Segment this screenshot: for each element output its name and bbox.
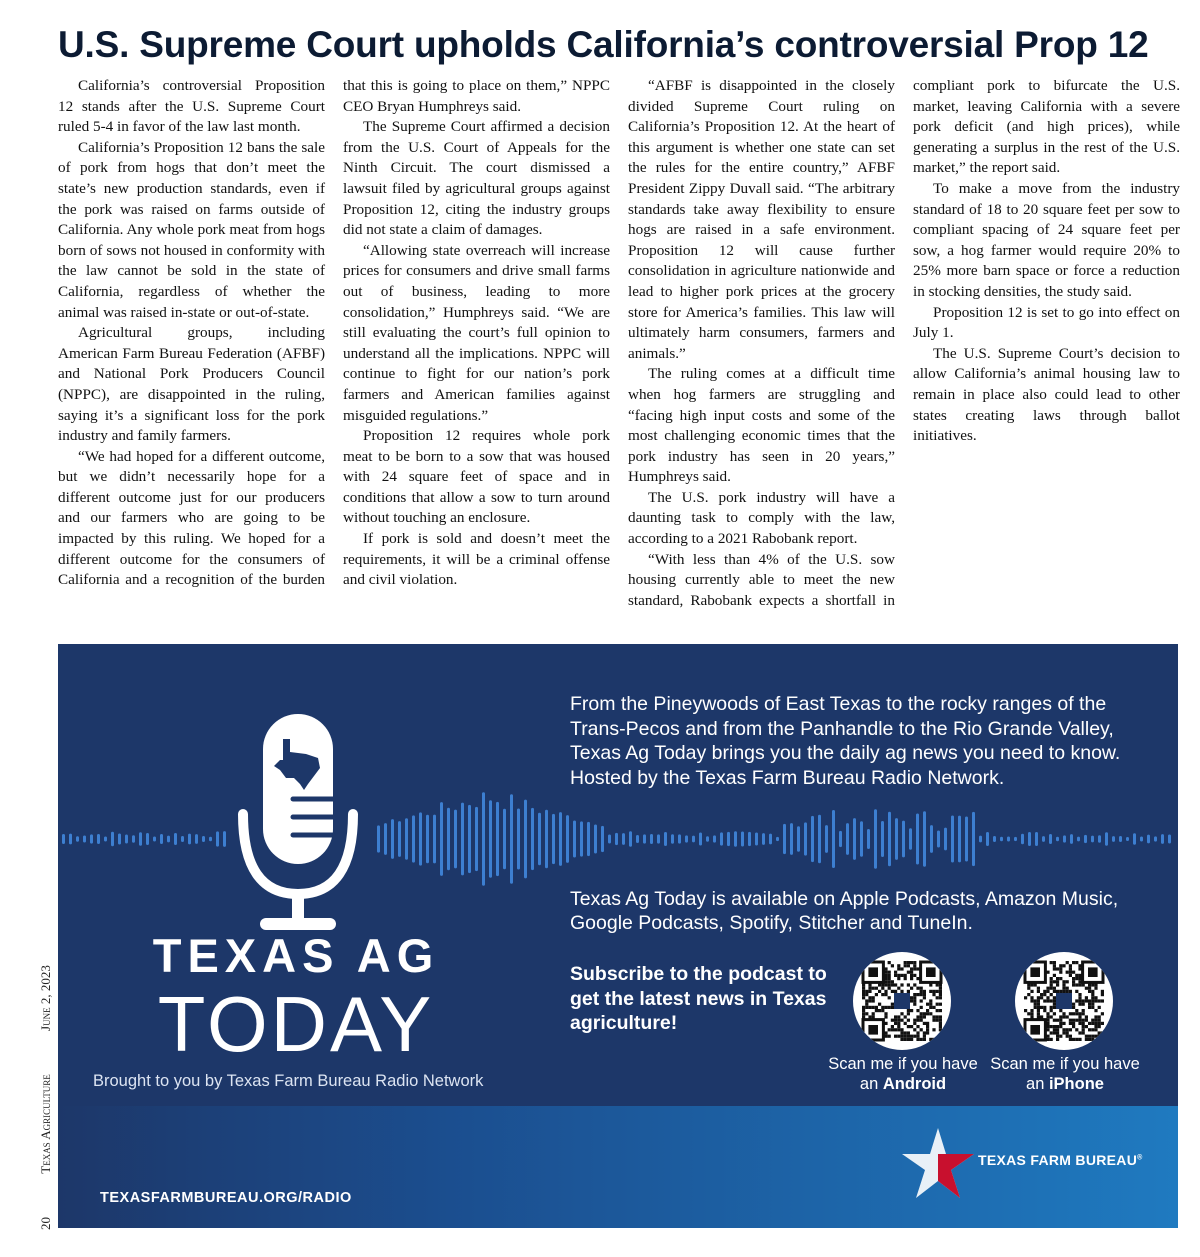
article-paragraph: “Allowing state overreach will increase prices for consumers and drive small farms out of business, leading to more consolidation,” Humphreys said. “We are still evaluating the court’s full opinion to understand all the implications. NPPC will continue to fight for our nation’s pork farmers and American families against misguided regulations.” (343, 241, 610, 424)
qr-caption-text: Scan me if you have an (990, 1055, 1140, 1093)
article-paragraph: Agricultural groups, including American Farm Bureau Federation (AFBF) and National Pork Producers Council (NPPC), are disappointed in the ruling, saying it’s a significant loss for the pork industry and family farmers. (58, 324, 325, 445)
article-paragraph: “With less than 4% of the U.S. sow housing currently able to meet the new standard, Rabobank expects a shortfall in compliant pork to bifurcate the U.S. market, leaving California with a severe pork deficit (and high prices), while generating a surplus in the rest of the U.S. market,” the report said. (628, 77, 1180, 609)
logo-title-bottom: TODAY (157, 980, 435, 1068)
qr-code-android[interactable] (853, 952, 951, 1050)
article-headline: U.S. Supreme Court upholds California’s controversial Prop 12 (58, 24, 1149, 65)
qr-code-icon (853, 952, 951, 1050)
article-body (58, 76, 1180, 632)
logo-title-top: TEXAS AG (152, 929, 440, 982)
article-paragraph: California’s Proposition 12 bans the sale of pork from hogs that don’t meet the state’s new production standards, even if the pork was raised on farms outside of California. Any whole pork meat from hogs born of sows not housed in conformity with the law cannot be sold in the state of California, regardless of whether the animal was raised in-state or out-of-state. (58, 138, 325, 321)
article-paragraph: California’s controversial Proposition 12 stands after the U.S. Supreme Court ruled 5-4 in favor of the law last month. (58, 77, 325, 136)
ad-availability: Texas Ag Today is available on Apple Podcasts, Amazon Music, Google Podcasts, Spotify, Stitcher and TuneIn. (570, 888, 1119, 934)
subscribe-callout: Subscribe to the podcast to get the latest news in Texas agriculture! (570, 963, 827, 1034)
podcast-advertisement[interactable] (58, 644, 1178, 1228)
article-paragraph: The U.S. pork industry will have a daunting task to comply with the law, according to a 2021 Rabobank report. (628, 488, 895, 548)
article-paragraph: Proposition 12 is set to go into effect on July 1. (913, 303, 1180, 342)
article-paragraph: If pork is sold and doesn’t meet the requirements, it will be a criminal offense and civil violation. (343, 530, 610, 589)
registered-mark: ® (1137, 1154, 1143, 1162)
qr-device-label: Android (882, 1075, 947, 1093)
article-paragraph: The Supreme Court affirmed a decision from the U.S. Court of Appeals for the Ninth Circuit. The court dismissed a lawsuit filed by agricultural groups against Proposition 12, citing the industry groups did not state a claim of damages. (343, 118, 610, 239)
article-paragraph: Proposition 12 requires whole pork meat to be born to a sow that was housed with 24 square feet of space and in conditions that allow a sow to turn around without touching an enclosure. (343, 427, 610, 527)
qr-caption-iphone (985, 1054, 1145, 1094)
org-name: TEXAS FARM BUREAU (978, 1152, 1138, 1168)
qr-code-iphone[interactable] (1015, 952, 1113, 1050)
sound-wave-icon (58, 789, 1178, 889)
star-logo-icon (898, 1124, 978, 1204)
article-paragraph: To make a move from the industry standard of 18 to 20 square feet per sow to compliant spacing of 24 square feet per sow, a hog farmer would require 20% to 25% more barn space or force a reduction in stocking densities, the study said. (913, 179, 1180, 300)
publication-name: Texas Agriculture (38, 1074, 53, 1174)
page-number: 20 (38, 1217, 53, 1230)
article-paragraph: “We had hoped for a different outcome, but we didn’t necessarily hope for a different outcome just for our producers and our farmers who are going to be impacted by this ruling. We hoped for a different outcome for the consumers of California and a recognition of the burden that this is going to place on them,” NPPC CEO Bryan Humphreys said. (58, 77, 610, 589)
article-paragraph: The U.S. Supreme Court’s decision to allow California’s animal housing law to remain in place also could lead to other states creating laws through ballot initiatives. (913, 344, 1180, 445)
texas-farm-bureau-logo (978, 1152, 1143, 1168)
issue-date: June 2, 2023 (38, 965, 53, 1031)
qr-device-label: iPhone (1048, 1075, 1104, 1093)
article-paragraph: “AFBF is disappointed in the closely divided Supreme Court ruling on California’s Proposition 12. At the heart of this argument is whether one state can set the rules for the entire country,” AFBF President Zippy Duvall said. “The arbitrary standards take away flexibility to ensure hogs are raised in a safe environment. Proposition 12 will cause further consolidation in agriculture nationwide and lead to higher pork prices at the grocery store for America’s families. This law will ultimately harm consumers, farmers and animals.” (628, 77, 895, 362)
microphone-icon (238, 704, 358, 939)
radio-website-link[interactable]: TEXASFARMBUREAU.ORG/RADIO (100, 1190, 352, 1206)
sponsor-line: Brought to you by Texas Farm Bureau Radio Network (93, 1072, 484, 1090)
qr-caption-text: Scan me if you have an (828, 1055, 978, 1093)
ad-description: From the Pineywoods of East Texas to the rocky ranges of the Trans-Pecos and from the Panhandle to the Rio Grande Valley, Texas Ag Today brings you the daily ag news you need to know. Hosted by the Texas Farm Bureau Radio Network. (570, 693, 1121, 789)
page-sidebar (40, 880, 56, 1230)
qr-code-icon (1015, 952, 1113, 1050)
qr-caption-android (823, 1054, 983, 1094)
article-paragraph: The ruling comes at a difficult time when hog farmers are struggling and “facing high input costs and some of the most challenging economic times that the pork industry has seen in 20 years,” Humphreys said. (628, 365, 895, 486)
